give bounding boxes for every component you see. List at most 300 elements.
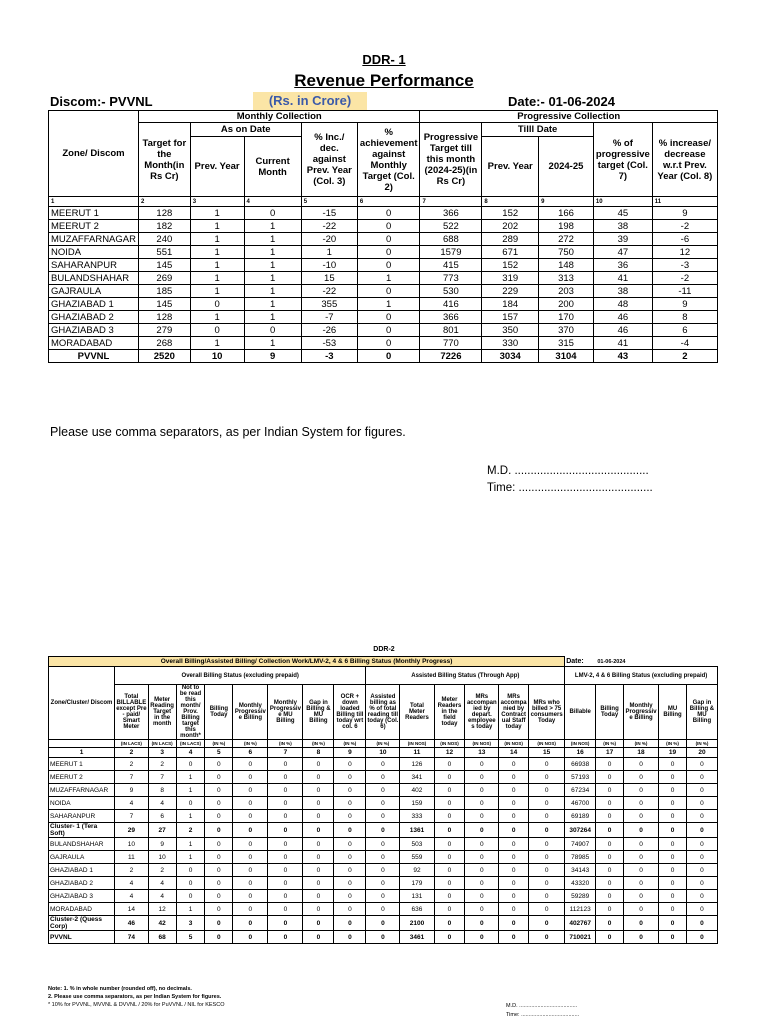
cell: 0 [303,797,334,810]
cell: 0 [624,931,659,944]
cell: 0 [334,838,366,851]
cell: 0 [686,797,717,810]
cell: 0 [596,864,624,877]
cell: 1 [244,220,301,233]
table-row [49,771,718,784]
cell: 0 [334,823,366,838]
ddr2-col-header: Total BILLABLE except Pre - paid/ Smart Meter [115,685,149,740]
cell: 1 [190,285,244,298]
col-number-row [49,197,718,207]
cell: 92 [400,864,434,877]
note-line: * 10% for PVVNL, MVVNL & DVVNL / 20% for PuVVNL / NIL for KESCO [48,1002,225,1008]
table-row [49,298,718,311]
cell: 0 [434,784,465,797]
ddr2-col-header: Billing Today [205,685,233,740]
hdr-till-date: Tilll Date [482,123,594,137]
cell: 0 [659,931,687,944]
cell: 0 [176,877,205,890]
cell: 0 [303,916,334,931]
cell: 0 [529,931,565,944]
cell: 341 [400,771,434,784]
cell: 0 [268,823,303,838]
cell: 0 [465,838,499,851]
cell: 0 [233,931,268,944]
hdr-target: Target for the Month(in Rs Cr) [138,123,190,197]
cell: 688 [420,233,482,246]
total-cell: 43 [593,350,652,363]
cell: 0 [205,823,233,838]
cell: 0 [686,903,717,916]
table-row [49,890,718,903]
cell: 402 [400,784,434,797]
cell: 4 [115,877,149,890]
cell: 182 [138,220,190,233]
ddr2-time-line: Time: ...................................... [506,1012,580,1018]
ddr2-col-header: Total Meter Readers [400,685,434,740]
ddr2-md-line: M.D. ...................................... [506,1003,578,1009]
cell: 522 [420,220,482,233]
cell: 0 [624,771,659,784]
col-number: 16 [565,748,596,758]
cell: 0 [366,931,400,944]
cell: 27 [148,823,176,838]
table-row [49,259,718,272]
total-cell: 2 [652,350,717,363]
col-number: 7 [420,197,482,207]
cell: 0 [499,823,529,838]
table-row [49,285,718,298]
hdr-zone: Zone/ Discom [49,111,139,197]
cell: 240 [138,233,190,246]
cell: 128 [138,207,190,220]
cell: 0 [529,851,565,864]
cell: 10 [148,851,176,864]
cell: 200 [539,298,594,311]
cell: 42 [148,916,176,931]
zone-name: GHAZIABAD 3 [49,324,139,337]
cell: 0 [499,797,529,810]
cell: 0 [659,810,687,823]
cell: 43320 [565,877,596,890]
cell: 0 [233,851,268,864]
ddr1-note: Please use comma separators, as per Indian System for figures. [50,425,406,439]
cell: 0 [357,246,420,259]
cell: 0 [529,916,565,931]
col-number: 11 [400,748,434,758]
cell: 671 [482,246,539,259]
cell: 41 [593,337,652,350]
cell: 112123 [565,903,596,916]
unit-cell: (IN LACS) [148,740,176,748]
cell: 0 [624,810,659,823]
hdr-prev-year: Prev. Year [190,137,244,197]
cell: 57193 [565,771,596,784]
cell: 710021 [565,931,596,944]
cell: 11 [115,851,149,864]
cell: 0 [303,758,334,771]
cell: 0 [334,877,366,890]
col-number: 6 [357,197,420,207]
zone-name: MEERUT 1 [49,207,139,220]
col-number: 4 [176,748,205,758]
cell: 0 [268,758,303,771]
hdr-current-month: Current Month [244,137,301,197]
total-cell: 3034 [482,350,539,363]
cell: 0 [529,797,565,810]
ddr2-col-header: Assisted billing as % of total reading till today (Col. 6) [366,685,400,740]
table-row [49,784,718,797]
cell: 0 [303,890,334,903]
cell: 773 [420,272,482,285]
cell: 7 [115,771,149,784]
cell: 0 [303,784,334,797]
cell: 0 [465,916,499,931]
unit-cell: (IN NOS) [499,740,529,748]
zone-name: SAHARANPUR [49,810,115,823]
ddr1-md-line: M.D. .......................................... [487,465,649,477]
cell: 1 [190,233,244,246]
cell: 0 [366,890,400,903]
cell: 0 [499,758,529,771]
cell: 0 [233,864,268,877]
cell: 0 [176,864,205,877]
cell: 0 [233,916,268,931]
cell: 0 [268,916,303,931]
cell: 0 [357,311,420,324]
col-number: 3 [190,197,244,207]
col-number: 5 [301,197,357,207]
cell: 34143 [565,864,596,877]
revenue-table [48,110,718,363]
cell: 0 [465,903,499,916]
cell: 0 [465,758,499,771]
cell: 145 [138,298,190,311]
col-number: 20 [686,748,717,758]
cell: 0 [686,890,717,903]
cell: 0 [624,864,659,877]
cell: 2 [148,758,176,771]
cell: 0 [499,838,529,851]
zone-name: GHAZIABAD 2 [49,311,139,324]
cell: 0 [366,838,400,851]
ddr2-col-header: MU Billing [659,685,687,740]
hdr-pct-inc: % increase/ decrease w.r.t Prev. Year (Col. 8) [652,123,717,197]
cell: -20 [301,233,357,246]
cell: 1 [176,771,205,784]
cell: 48 [593,298,652,311]
cell: 78985 [565,851,596,864]
cell: 750 [539,246,594,259]
cell: 0 [334,903,366,916]
unit-cell: (IN NOS) [565,740,596,748]
cell: 0 [596,758,624,771]
ddr2-hdr-zone: Zone/Cluster/ Discom [49,667,115,740]
cell: 0 [529,903,565,916]
cell: 0 [303,903,334,916]
zone-name: MEERUT 2 [49,771,115,784]
cell: -4 [652,337,717,350]
cell: 0 [499,864,529,877]
cell: 3461 [400,931,434,944]
unit-cell: (IN %) [205,740,233,748]
cell: 0 [244,324,301,337]
hdr-achievement: % achievement against Monthly Target (Col. 2) [357,123,420,197]
cell: 1 [176,903,205,916]
cell: 559 [400,851,434,864]
cell: 38 [593,220,652,233]
cell: 152 [482,207,539,220]
ddr2-col-header: OCR + down loaded Billing till today wrt col. 6 [334,685,366,740]
cell: 319 [482,272,539,285]
cell: 1 [190,272,244,285]
table-row [49,797,718,810]
cell: 0 [465,810,499,823]
cell: 268 [138,337,190,350]
cell: 0 [268,890,303,903]
table-row [49,903,718,916]
zone-name: GHAZIABAD 1 [49,864,115,877]
cell: 350 [482,324,539,337]
ddr2-col-header: Meter Reading Target in the month [148,685,176,740]
cell: 0 [205,797,233,810]
cell: 0 [499,784,529,797]
cell: 59289 [565,890,596,903]
cell: 0 [233,823,268,838]
ddr2-col-header: MRs accompa nied by Contract ual Staff today [499,685,529,740]
cell: 41 [593,272,652,285]
col-number: 2 [115,748,149,758]
cell: 0 [465,877,499,890]
cell: -6 [652,233,717,246]
cell: 170 [539,311,594,324]
cell: 0 [233,810,268,823]
col-number: 3 [148,748,176,758]
ddr2-col-header: MRs who billed > 75 consumers Today [529,685,565,740]
total-cell: 0 [357,350,420,363]
cell: 0 [686,784,717,797]
cell: 0 [434,797,465,810]
cell: 0 [176,890,205,903]
table-row [49,877,718,890]
cell: 1 [244,311,301,324]
zone-name: GHAZIABAD 3 [49,890,115,903]
cell: 1 [244,272,301,285]
cell: 0 [357,259,420,272]
cell: 4 [115,890,149,903]
cell: 0 [366,877,400,890]
cell: 67234 [565,784,596,797]
cell: 203 [539,285,594,298]
cell: 0 [659,851,687,864]
col-number: 9 [539,197,594,207]
cell: 0 [205,916,233,931]
cell: 0 [659,784,687,797]
cell: 3 [176,916,205,931]
zone-name: GHAZIABAD 2 [49,877,115,890]
cell: 1 [244,233,301,246]
cell: 0 [205,851,233,864]
cell: 36 [593,259,652,272]
cell: 0 [659,890,687,903]
cell: 0 [366,823,400,838]
cell: 0 [434,890,465,903]
cell: 366 [420,311,482,324]
cell: 0 [434,771,465,784]
col-number: 9 [334,748,366,758]
cell: 0 [334,771,366,784]
zone-name: NOIDA [49,246,139,259]
cell: 9 [148,838,176,851]
cell: 0 [357,337,420,350]
cell: 0 [465,771,499,784]
cell: 0 [205,771,233,784]
cell: 0 [366,758,400,771]
cell: 0 [205,838,233,851]
cell: 1 [190,207,244,220]
cell: 0 [434,916,465,931]
cell: -22 [301,285,357,298]
discom-label: Discom:- PVVNL [50,94,153,109]
unit-cell: (IN %) [596,740,624,748]
cell: 74 [115,931,149,944]
cell: 0 [624,838,659,851]
cell: 415 [420,259,482,272]
cell: 1361 [400,823,434,838]
cell: -15 [301,207,357,220]
cell: 0 [334,810,366,823]
table-row [49,851,718,864]
cell: 313 [539,272,594,285]
table-row [49,337,718,350]
ddr2-header-row [49,685,718,740]
cell: -11 [652,285,717,298]
cell: 0 [233,784,268,797]
cell: 416 [420,298,482,311]
col-number: 18 [624,748,659,758]
cell: 366 [420,207,482,220]
ddr2-col-header: Monthly Progressiv e Billing [624,685,659,740]
ddr1-title: DDR- 1 [362,52,406,67]
cell: -2 [652,272,717,285]
cell: 0 [268,784,303,797]
cell: 0 [434,864,465,877]
cell: 0 [268,877,303,890]
unit-cell: (IN NOS) [465,740,499,748]
cell: 0 [465,851,499,864]
table-row [49,220,718,233]
total-cell: 9 [244,350,301,363]
cell: 0 [205,877,233,890]
ddr2-col-header: Gap in Billing & MU Billing [686,685,717,740]
cell: 0 [499,810,529,823]
cell: 0 [499,903,529,916]
hdr-prev-year-2: Prev. Year [482,137,539,197]
cell: 0 [303,838,334,851]
cell: 45 [593,207,652,220]
cell: 0 [205,903,233,916]
table-row [49,207,718,220]
cell: 0 [686,931,717,944]
cell: 1 [190,311,244,324]
cell: 7 [148,771,176,784]
table-row [49,233,718,246]
cell: 355 [301,298,357,311]
zone-name: MORADABAD [49,337,139,350]
cell: 179 [400,877,434,890]
cell: -53 [301,337,357,350]
cell: 0 [529,758,565,771]
cell: 0 [596,890,624,903]
cell: 0 [434,903,465,916]
cell: 0 [465,797,499,810]
table-row [49,810,718,823]
cell: 159 [400,797,434,810]
cell: 0 [268,838,303,851]
ddr2-col-header: Monthly Progressiv e MU Billing [268,685,303,740]
cell: 0 [303,823,334,838]
cell: 503 [400,838,434,851]
cell: 0 [233,903,268,916]
cell: 0 [303,877,334,890]
unit-cell: (IN %) [303,740,334,748]
cell: 0 [366,903,400,916]
hdr-pct-prog: % of progressive target (Col. 7) [593,123,652,197]
cell: 0 [205,864,233,877]
cell: 0 [529,864,565,877]
cell: 0 [357,207,420,220]
cell: -3 [652,259,717,272]
ddr1-time-line: Time: .......................................... [487,482,653,494]
cell: 5 [176,931,205,944]
cell: 0 [659,864,687,877]
cell: 0 [499,771,529,784]
col-number: 19 [659,748,687,758]
cell: 14 [115,903,149,916]
cell: 0 [233,838,268,851]
col-number: 14 [499,748,529,758]
cell: 0 [499,851,529,864]
cell: 0 [434,931,465,944]
cell: 198 [539,220,594,233]
cell: 9 [652,207,717,220]
cell: 0 [624,851,659,864]
cell: 66938 [565,758,596,771]
cell: 0 [686,771,717,784]
cell: 0 [624,784,659,797]
cell: 1 [357,298,420,311]
cell: 0 [205,758,233,771]
unit-cell: (IN %) [659,740,687,748]
cell: 0 [357,324,420,337]
cell: 0 [596,916,624,931]
cell: 0 [529,838,565,851]
total-row [49,350,718,363]
cell: 38 [593,285,652,298]
cell: 2 [115,864,149,877]
cell: 0 [434,810,465,823]
total-cell: 7226 [420,350,482,363]
unit-label: (Rs. in Crore) [253,92,367,110]
unit-cell [49,740,115,748]
col-number: 6 [233,748,268,758]
cell: 0 [499,916,529,931]
cell: 6 [652,324,717,337]
total-label: PVVNL [49,350,139,363]
cell: 0 [659,916,687,931]
cell: 1 [244,259,301,272]
cell: 0 [659,877,687,890]
cell: 0 [303,851,334,864]
